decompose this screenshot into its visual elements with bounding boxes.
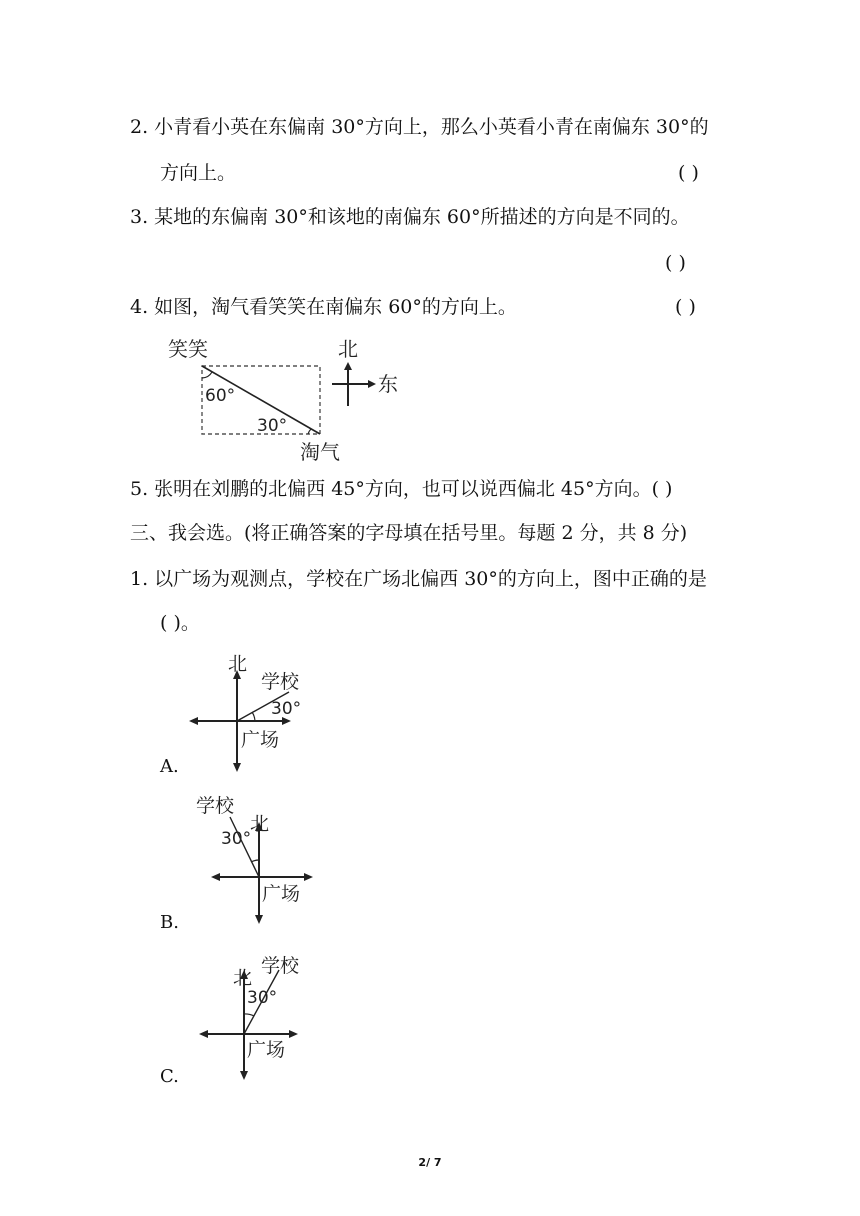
s3q1-line1: 1. 以广场为观测点，学校在广场北偏西 30°的方向上，图中正确的是 — [130, 568, 707, 590]
page-number: 2/ 7 — [418, 1156, 442, 1169]
svg-text:北: 北 — [233, 967, 253, 989]
west-arrow-icon — [189, 717, 198, 725]
label-xiaoxiao: 笑笑 — [168, 337, 208, 361]
svg-text:学校: 学校 — [261, 671, 300, 693]
label-taoqi: 淘气 — [300, 440, 340, 464]
south-arrow-icon — [240, 1071, 248, 1080]
east-arrow-icon — [304, 873, 313, 881]
svg-text:北: 北 — [250, 813, 270, 835]
svg-text:30°: 30° — [247, 988, 278, 1008]
south-arrow-icon — [255, 915, 263, 924]
q5-line1: 5. 张明在刘鹏的北偏西 45°方向，也可以说西偏北 45°方向。( ) — [130, 478, 673, 500]
q3-line1: 3. 某地的东偏南 30°和该地的南偏东 60°所描述的方向是不同的。 — [130, 206, 690, 228]
svg-text:30°: 30° — [271, 699, 302, 719]
svg-text:30°: 30° — [221, 829, 252, 849]
east-arrow-icon — [368, 380, 376, 388]
q2-line2: 方向上。 — [160, 162, 237, 184]
svg-text:广场: 广场 — [247, 1039, 286, 1061]
option-c-figure — [195, 946, 325, 1086]
q3-answer-blank[interactable]: ( ) — [665, 252, 686, 274]
q2-line1: 2. 小青看小英在东偏南 30°方向上，那么小英看小青在南偏东 30°的 — [130, 116, 709, 138]
option-a-label[interactable]: A. — [160, 756, 179, 777]
label-north: 北 — [338, 337, 358, 361]
svg-text:学校: 学校 — [261, 955, 300, 977]
label-angle-30: 30° — [257, 416, 288, 436]
q2-answer-blank[interactable]: ( ) — [678, 162, 699, 184]
option-a-figure — [185, 648, 315, 773]
angle-arc-30 — [308, 429, 311, 434]
option-c-label[interactable]: C. — [160, 1066, 179, 1087]
q4-figure — [160, 332, 420, 467]
svg-text:广场: 广场 — [241, 729, 280, 751]
east-arrow-icon — [289, 1030, 298, 1038]
section3-heading: 三、我会选。(将正确答案的字母填在括号里。每题 2 分，共 8 分) — [130, 522, 688, 544]
svg-text:学校: 学校 — [196, 795, 235, 817]
west-arrow-icon — [211, 873, 220, 881]
q4-line1: 4. 如图，淘气看笑笑在南偏东 60°的方向上。 — [130, 296, 517, 318]
west-arrow-icon — [199, 1030, 208, 1038]
angle-arc-60 — [202, 372, 212, 378]
svg-text:广场: 广场 — [262, 883, 301, 905]
label-angle-60: 60° — [205, 386, 236, 406]
option-b-figure — [190, 790, 320, 925]
svg-text:北: 北 — [228, 653, 248, 675]
s3q1-answer-blank[interactable]: ( )。 — [160, 612, 200, 634]
q4-answer-blank[interactable]: ( ) — [675, 296, 696, 318]
north-arrow-icon — [344, 362, 352, 370]
option-b-label[interactable]: B. — [160, 912, 179, 933]
south-arrow-icon — [233, 763, 241, 772]
label-east: 东 — [378, 372, 398, 396]
